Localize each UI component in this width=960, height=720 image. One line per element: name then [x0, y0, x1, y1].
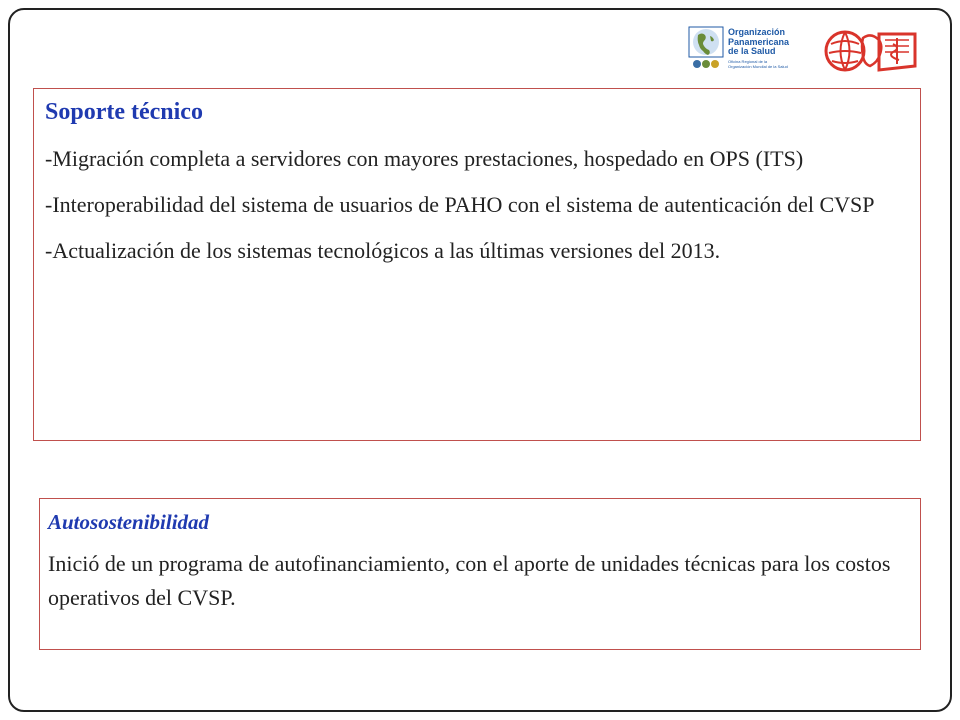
technical-support-box	[33, 88, 921, 441]
paho-name-line3: de la Salud	[728, 46, 776, 56]
sustainability-text: Inició de un programa de autofinanciamiento, con el aporte de unidades técnicas para los costos operativos del CVSP.	[48, 551, 891, 610]
paho-subtitle	[728, 59, 823, 69]
technical-support-item: -Actualización de los sistemas tecnológicos a las últimas versiones del 2013.	[45, 238, 721, 263]
paho-emblem-icon	[688, 26, 724, 70]
sustainability-heading: Autosostenibilidad	[48, 510, 210, 534]
technical-support-heading: Soporte técnico	[45, 99, 203, 125]
header-logos	[688, 26, 923, 78]
cvsp-logo-icon	[823, 28, 921, 74]
sustainability-box	[39, 498, 921, 650]
paho-name-line2: Panamericana	[728, 36, 790, 47]
paho-name-line1: Organización	[728, 27, 786, 37]
technical-support-item: -Interoperabilidad del sistema de usuarios de PAHO con el sistema de autenticación del CVSP	[45, 192, 875, 217]
paho-subtitle-line1: Oficina Regional de la	[728, 59, 768, 64]
technical-support-item: -Migración completa a servidores con mayores prestaciones, hospedado en OPS (ITS)	[45, 146, 804, 171]
paho-name	[728, 28, 823, 57]
paho-subtitle-line2: Organización Mundial de la Salud	[728, 64, 788, 69]
